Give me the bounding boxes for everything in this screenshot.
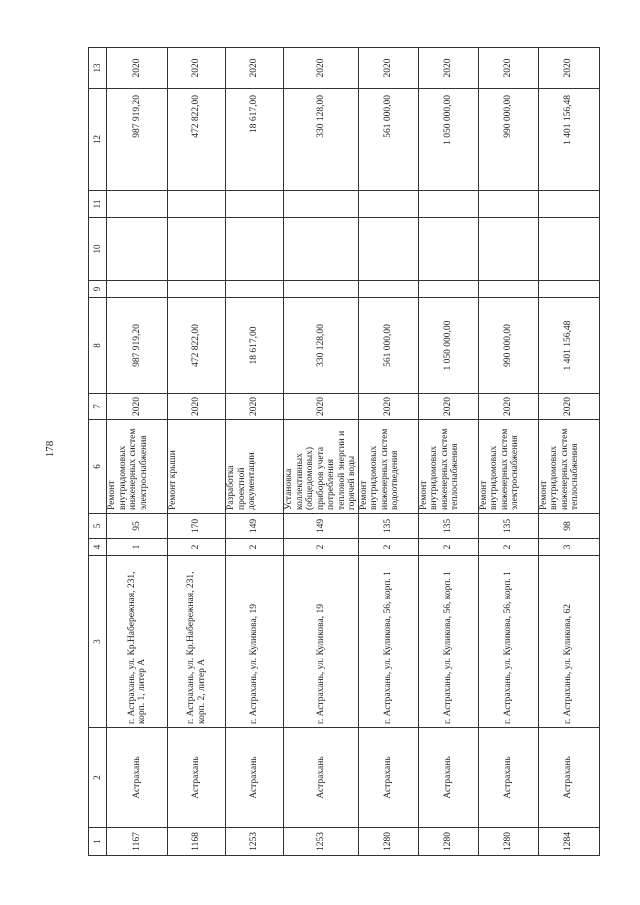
header-cell: 3 — [89, 556, 107, 728]
col11-cell — [284, 191, 359, 218]
total-amount-cell: 472 822,00 — [168, 89, 226, 191]
year-cell: 2020 — [168, 394, 226, 420]
total-amount-cell: 990 000,00 — [478, 89, 538, 191]
table-row — [358, 48, 418, 856]
lot-number-cell: 1253 — [284, 828, 359, 856]
col5-cell: 149 — [226, 514, 284, 539]
amount-cell: 472 822,00 — [168, 298, 226, 394]
table-row — [226, 48, 284, 856]
col11-cell — [226, 191, 284, 218]
municipality-cell: Астрахань — [107, 728, 168, 828]
lot-number-cell: 1167 — [107, 828, 168, 856]
col5-cell: 135 — [418, 514, 478, 539]
header-cell: 4 — [89, 539, 107, 556]
col11-cell — [418, 191, 478, 218]
year-cell: 2020 — [418, 394, 478, 420]
header-cell: 10 — [89, 218, 107, 281]
total-amount-cell: 18 617,00 — [226, 89, 284, 191]
address-cell: г. Астрахань, ул. Куликова, 56, корп. 1 — [418, 556, 478, 728]
amount-cell: 987 919,20 — [107, 298, 168, 394]
municipality-cell: Астрахань — [538, 728, 599, 828]
lot-number-cell: 1253 — [226, 828, 284, 856]
amount-cell: 330 128,00 — [284, 298, 359, 394]
col5-cell: 135 — [358, 514, 418, 539]
municipality-cell: Астрахань — [226, 728, 284, 828]
header-cell: 6 — [89, 420, 107, 514]
header-cell: 8 — [89, 298, 107, 394]
col10-cell — [107, 218, 168, 281]
amount-cell: 561 000,00 — [358, 298, 418, 394]
completion-year-cell: 2020 — [478, 48, 538, 89]
col9-cell — [284, 281, 359, 298]
completion-year-cell: 2020 — [226, 48, 284, 89]
address-cell: г. Астрахань, ул. Куликова, 56, корп. 1 — [358, 556, 418, 728]
col9-cell — [107, 281, 168, 298]
address-cell: г. Астрахань, ул. Куликова, 19 — [226, 556, 284, 728]
col9-cell — [418, 281, 478, 298]
amount-cell: 1 050 000,00 — [418, 298, 478, 394]
col4-cell: 2 — [168, 539, 226, 556]
col4-cell: 2 — [478, 539, 538, 556]
header-cell: 12 — [89, 89, 107, 191]
completion-year-cell: 2020 — [284, 48, 359, 89]
municipality-cell: Астрахань — [168, 728, 226, 828]
col11-cell — [538, 191, 599, 218]
page-number: 178 — [44, 440, 56, 458]
col4-cell: 2 — [284, 539, 359, 556]
header-row — [89, 48, 107, 856]
year-cell: 2020 — [358, 394, 418, 420]
col9-cell — [226, 281, 284, 298]
completion-year-cell: 2020 — [418, 48, 478, 89]
municipality-cell: Астрахань — [478, 728, 538, 828]
header-cell: 2 — [89, 728, 107, 828]
header-cell: 1 — [89, 828, 107, 856]
address-cell: г. Астрахань, ул. Кр.Набережная, 231, корп. 1, литер А — [107, 556, 168, 728]
work-type-cell: Ремонт крыши — [168, 420, 226, 514]
header-cell: 9 — [89, 281, 107, 298]
col10-cell — [418, 218, 478, 281]
work-type-cell: Ремонт внутридомовых инженерных систем водоотведения — [358, 420, 418, 514]
col11-cell — [358, 191, 418, 218]
municipality-cell: Астрахань — [358, 728, 418, 828]
rotated-table-container — [88, 48, 580, 856]
col10-cell — [358, 218, 418, 281]
work-type-cell: Установка коллективных (общедомовых) приборов учета потребления тепловой энергии и горячей воды — [284, 420, 359, 514]
col11-cell — [168, 191, 226, 218]
municipality-cell: Астрахань — [418, 728, 478, 828]
col4-cell: 2 — [226, 539, 284, 556]
amount-cell: 18 617,00 — [226, 298, 284, 394]
lot-number-cell: 1280 — [358, 828, 418, 856]
header-cell: 13 — [89, 48, 107, 89]
work-type-cell: Ремонт внутридомовых инженерных систем теплоснабжения — [418, 420, 478, 514]
total-amount-cell: 1 050 000,00 — [418, 89, 478, 191]
header-cell: 11 — [89, 191, 107, 218]
col5-cell: 170 — [168, 514, 226, 539]
total-amount-cell: 1 401 156,48 — [538, 89, 599, 191]
col9-cell — [358, 281, 418, 298]
col10-cell — [226, 218, 284, 281]
table-row — [538, 48, 599, 856]
table-row — [284, 48, 359, 856]
completion-year-cell: 2020 — [358, 48, 418, 89]
col5-cell: 95 — [107, 514, 168, 539]
col4-cell: 3 — [538, 539, 599, 556]
col4-cell: 1 — [107, 539, 168, 556]
municipality-cell: Астрахань — [284, 728, 359, 828]
completion-year-cell: 2020 — [538, 48, 599, 89]
col9-cell — [478, 281, 538, 298]
total-amount-cell: 987 919,20 — [107, 89, 168, 191]
work-type-cell: Разработка проектной документации — [226, 420, 284, 514]
address-cell: г. Астрахань, ул. Куликова, 62 — [538, 556, 599, 728]
header-cell: 5 — [89, 514, 107, 539]
col5-cell: 149 — [284, 514, 359, 539]
work-type-cell: Ремонт внутридомовых инженерных систем электроснабжения — [478, 420, 538, 514]
lot-number-cell: 1168 — [168, 828, 226, 856]
work-type-cell: Ремонт внутридомовых инженерных систем теплоснабжения — [538, 420, 599, 514]
col4-cell: 2 — [418, 539, 478, 556]
col10-cell — [168, 218, 226, 281]
table-row — [418, 48, 478, 856]
address-cell: г. Астрахань, ул. Куликова, 56, корп. 1 — [478, 556, 538, 728]
col10-cell — [478, 218, 538, 281]
col10-cell — [538, 218, 599, 281]
col11-cell — [478, 191, 538, 218]
col9-cell — [538, 281, 599, 298]
table-row — [478, 48, 538, 856]
total-amount-cell: 330 128,00 — [284, 89, 359, 191]
col10-cell — [284, 218, 359, 281]
lot-number-cell: 1280 — [478, 828, 538, 856]
completion-year-cell: 2020 — [168, 48, 226, 89]
lot-number-cell: 1280 — [418, 828, 478, 856]
address-cell: г. Астрахань, ул. Куликова, 19 — [284, 556, 359, 728]
work-type-cell: Ремонт внутридомовых инженерных систем электроснабжения — [107, 420, 168, 514]
lot-number-cell: 1284 — [538, 828, 599, 856]
year-cell: 2020 — [226, 394, 284, 420]
col5-cell: 98 — [538, 514, 599, 539]
year-cell: 2020 — [107, 394, 168, 420]
header-cell: 7 — [89, 394, 107, 420]
amount-cell: 1 401 156,48 — [538, 298, 599, 394]
amount-cell: 990 000,00 — [478, 298, 538, 394]
repair-program-table — [88, 47, 600, 856]
col5-cell: 135 — [478, 514, 538, 539]
completion-year-cell: 2020 — [107, 48, 168, 89]
year-cell: 2020 — [478, 394, 538, 420]
table-row — [168, 48, 226, 856]
col9-cell — [168, 281, 226, 298]
year-cell: 2020 — [284, 394, 359, 420]
total-amount-cell: 561 000,00 — [358, 89, 418, 191]
address-cell: г. Астрахань, ул. Кр.Набережная, 231, корп. 2, литер А — [168, 556, 226, 728]
table-row — [107, 48, 168, 856]
col4-cell: 2 — [358, 539, 418, 556]
col11-cell — [107, 191, 168, 218]
year-cell: 2020 — [538, 394, 599, 420]
